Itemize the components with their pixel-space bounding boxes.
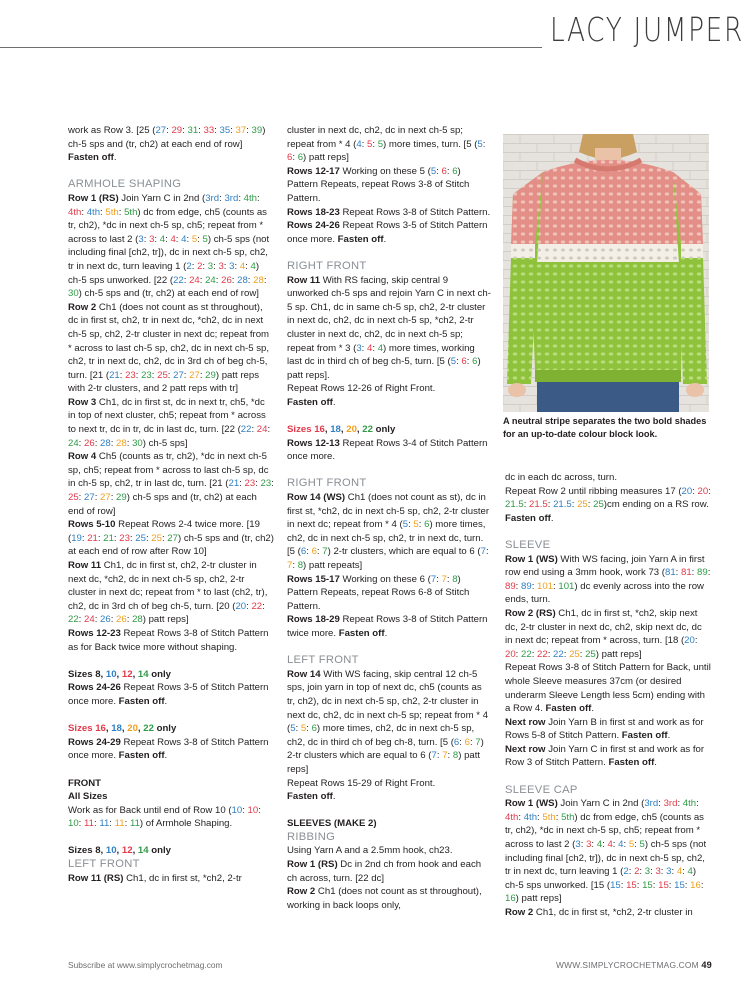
paragraph: Row 1 (RS) Join Yarn C in 2nd (3rd: 3rd: 4th: 4th: 4th: 5th: 5th) dc from edge, ch5 (counts as tr, ch2), *dc in next ch-5 sp, ch5; repeat from * across to last 2 (3: 3: 4: 4: 4: 5: 5) ch-5 sps (not including final [ch2, tr]), dc in next ch-5 sp, ch2, tr in next dc, turn leaving 1 (2: 2: 3: 3: 3: 4: 4) ch-5 sps unworked. [22 (22: 24: 24: 26: 28: 28: 30) ch-5 sps and (tr, ch2) at each end of row] (68, 192, 270, 300)
section-heading: LEFT FRONT (287, 654, 359, 667)
column-2 (287, 124, 491, 912)
paragraph: Rows 5-10 Repeat Rows 2-4 twice more. [19 (19: 21: 21: 23: 25: 25: 27) ch-5 sps and (tr, ch2) at each end of row after Row 10] (68, 519, 274, 558)
paragraph: Sizes 8, 10, 12, 14 only (68, 845, 171, 857)
paragraph: Row 2 Ch1 (does not count as st throughout), dc in first st, ch2, tr in next dc, *ch2, dc in next ch-5 sp, ch2, 2-tr cluster in next dc; repeat from * across to last ch-5 sp, ch2, dc in next ch-5 sp, ch2, tr in next dc, ch2, dc in 3rd ch of beg ch-5, turn. [21 (21: 23: 23: 25: 27: 27: 29) patt reps with 2-tr clusters, and 2 patt reps with tr] (68, 301, 270, 395)
paragraph: FRONT (68, 777, 102, 789)
footer-subscribe: Subscribe at www.simplycrochetmag.com (68, 960, 223, 970)
paragraph: Repeat Rows 3-8 of Stitch Pattern for Back, until whole Sleeve measures 37cm (or desired underarm Sleeve Length less 5cm) ending with a Row 4. Fasten off. (505, 662, 711, 715)
section-heading: RIGHT FRONT (287, 259, 367, 272)
paragraph: Rows 12-23 Repeat Rows 3-8 of Stitch Pattern as for Back twice more without shaping. (68, 627, 269, 653)
paragraph: Rows 18-29 Repeat Rows 3-8 of Stitch Pattern twice more. Fasten off. (287, 614, 488, 639)
paragraph: Next row Join Yarn C in first st and work as for Row 3 of Stitch Pattern. Fasten off. (505, 743, 705, 769)
paragraph: Repeat Rows 12-26 of Right Front. (287, 383, 436, 395)
paragraph: Rows 24-26 Repeat Rows 3-5 of Stitch Pattern once more. Fasten off. (287, 220, 488, 245)
photo-caption: A neutral stripe separates the two bold shades for an up-to-date colour block look. (503, 416, 707, 439)
section-heading: RIBBING (287, 830, 336, 843)
paragraph: Row 1 (WS) With WS facing, join Yarn A in first row end using a 3mm hook, work 73 (81: 81: 89: 89: 89: 101: 101) dc evenly across into the row ends, turn. (505, 553, 711, 606)
paragraph: Rows 18-23 Repeat Rows 3-8 of Stitch Pattern. (287, 206, 491, 218)
section-heading: SLEEVE (505, 538, 551, 551)
paragraph: Row 2 (RS) Ch1, dc in first st, *ch2, skip next dc, 2-tr cluster in next dc, ch2, skip next dc, dc in next dc; repeat from * across, turn. [18 (20: 20: 22: 22: 22: 25: 25) patt reps] (505, 607, 702, 660)
page-title: LACY JUMPER (542, 8, 750, 52)
paragraph: Rows 15-17 Working on these 6 (7: 7: 8) Pattern Repeats, repeat Rows 6-8 of Stitch Pattern. (287, 573, 470, 612)
paragraph: Rows 24-26 Repeat Rows 3-5 of Stitch Pattern once more. Fasten off. (68, 682, 269, 707)
paragraph: Repeat Row 2 until ribbing measures 17 (20: 20: 21.5: 21.5: 21.5: 25: 25)cm ending on a RS row. Fasten off. (505, 485, 711, 524)
paragraph: SLEEVES (MAKE 2) (287, 818, 377, 830)
column-3 (505, 471, 711, 920)
section-heading: ARMHOLE SHAPING (68, 178, 182, 191)
paragraph: All Sizes (68, 791, 108, 803)
jumper-illustration (503, 134, 709, 412)
paragraph: Fasten off. (287, 791, 336, 803)
section-heading: RIGHT FRONT (287, 477, 367, 490)
paragraph: cluster in next dc, ch2, dc in next ch-5 sp; repeat from * 4 (4: 5: 5) more times, turn. [5 (5: 6: 6) patt reps] (287, 125, 486, 164)
page-number: 49 (701, 960, 712, 970)
paragraph: Row 14 With WS facing, skip central 12 ch-5 sps, join yarn in top of next dc, ch5 (counts as tr, ch2), dc in next ch-5 sp, ch2, 2-tr cluster in next dc, ch2, dc in next ch-5 sp; repeat from * 4 (5: 5: 6) more times, ch2, dc in next ch-5 sp, ch2, dc in third ch of beg ch-8, turn. [5 (6: 6: 7) 2-tr clusters which are equal to 6 (7: 7: 8) patt reps] (287, 668, 489, 775)
section-heading: LEFT FRONT (68, 858, 140, 871)
paragraph: Row 11 With RS facing, skip central 9 unworked ch-5 sps and rejoin Yarn C in next ch-5 sp. Ch1, dc in same ch-5 sp, ch2, 2-tr cluster in next dc, ch2, dc in next ch-5 sp, *ch2, 2-tr cluster in next dc, ch2, dc in next ch-5 sp; repeat from * 3 (3: 4: 4) more times, working last dc in third ch of beg ch-5, turn. [5 (5: 6: 6) patt reps]. (287, 274, 491, 381)
paragraph: Row 2 Ch1, dc in first st, *ch2, 2-tr cluster in (505, 907, 693, 918)
footer-url (556, 960, 712, 970)
paragraph: Next row Join Yarn B in first st and work as for Rows 5-8 of Stitch Pattern. Fasten off. (505, 716, 704, 742)
paragraph: Row 11 Ch1, dc in first st, ch2, 2-tr cluster in next dc, *ch2, dc in next ch-5 sp, ch2, 2-tr cluster in next dc; repeat from * to last (ch2, tr), ch2, dc in 3rd ch of beg ch-5, turn. [20 (20: 22: 22: 24: 26: 26: 28) patt reps] (68, 560, 268, 626)
paragraph: Row 14 (WS) Ch1 (does not count as st), dc in first st, *ch2, dc in next ch-5 sp, ch2, 2-tr cluster in next dc; repeat from * 4 (5: 5: 6) more times, ch2, dc in next ch-5 sp, ch2, tr in next dc, turn. [5 (6: 6: 7) 2-tr clusters, which are equal to 6 (7: 7: 8) patt repeats] (287, 492, 490, 571)
paragraph: Rows 12-13 Repeat Rows 3-4 of Stitch Pattern once more. (287, 437, 488, 463)
paragraph: Row 4 Ch5 (counts as tr, ch2), *dc in next ch-5 sp, ch5; repeat from * across to last ch-5 sp, dc in ch-5 sp, ch2, tr in last dc, turn. [21 (21: 23: 23: 25: 27: 27: 29) ch-5 sps and (tr, ch2) at each end of row] (68, 451, 274, 517)
paragraph: Row 11 (RS) Ch1, dc in first st, *ch2, 2-tr (68, 872, 242, 884)
paragraph: Fasten off. (287, 396, 336, 408)
paragraph: work as Row 3. [25 (27: 29: 31: 33: 35: 37: 39) ch-5 sps and (tr, ch2) at each end of row] Fasten off. (68, 125, 266, 164)
paragraph: Row 2 Ch1 (does not count as st throughout), working in back loops only, (287, 886, 482, 911)
paragraph: Repeat Rows 15-29 of Right Front. (287, 777, 436, 789)
paragraph: Rows 12-17 Working on these 5 (5: 6: 6) Pattern Repeats, repeat Rows 3-8 of Stitch Pattern. (287, 165, 470, 204)
paragraph: Row 3 Ch1, dc in first st, dc in next tr, ch5, *dc in top of next cluster, ch5; repeat from * across to next tr, dc in tr, dc in last dc, turn. [22 (22: 24: 24: 26: 28: 28: 30) ch-5 sps] (68, 396, 271, 449)
paragraph: Row 1 (RS) Dc in 2nd ch from hook and each ch across, turn. [22 dc] (287, 859, 482, 884)
paragraph: dc in each dc across, turn. (505, 472, 617, 483)
paragraph: Work as for Back until end of Row 10 (10: 10: 10: 11: 11: 11: 11) of Armhole Shaping. (68, 804, 261, 830)
section-heading: SLEEVE CAP (505, 783, 578, 796)
jumper-photo (503, 134, 709, 412)
footer-site: WWW.SIMPLYCROCHETMAG.COM (556, 960, 699, 970)
paragraph: Row 1 (WS) Join Yarn C in 2nd (3rd: 3rd: 4th: 4th: 4th: 5th: 5th) dc from edge, ch5 (counts as tr, ch2), *dc in next ch-5 sp, ch5; repeat from * across to last 2 (3: 3: 4: 4: 4: 5: 5) ch-5 sps (not including final [ch2, tr]), dc in next ch-5 sp, ch2, tr in next dc, turn leaving 1 (2: 2: 3: 3: 3: 4: 4) ch-5 sps unworked. [15 (15: 15: 15: 15: 15: 16: 16) patt reps] (505, 798, 707, 905)
column-1 (68, 124, 274, 885)
paragraph: Using Yarn A and a 2.5mm hook, ch23. (287, 845, 453, 857)
paragraph: Sizes 16, 18, 20, 22 only (68, 723, 177, 735)
paragraph: Sizes 8, 10, 12, 14 only (68, 668, 171, 680)
paragraph: Rows 24-29 Repeat Rows 3-8 of Stitch Pattern once more. Fasten off. (68, 736, 269, 762)
paragraph: Sizes 16, 18, 20, 22 only (287, 424, 396, 436)
